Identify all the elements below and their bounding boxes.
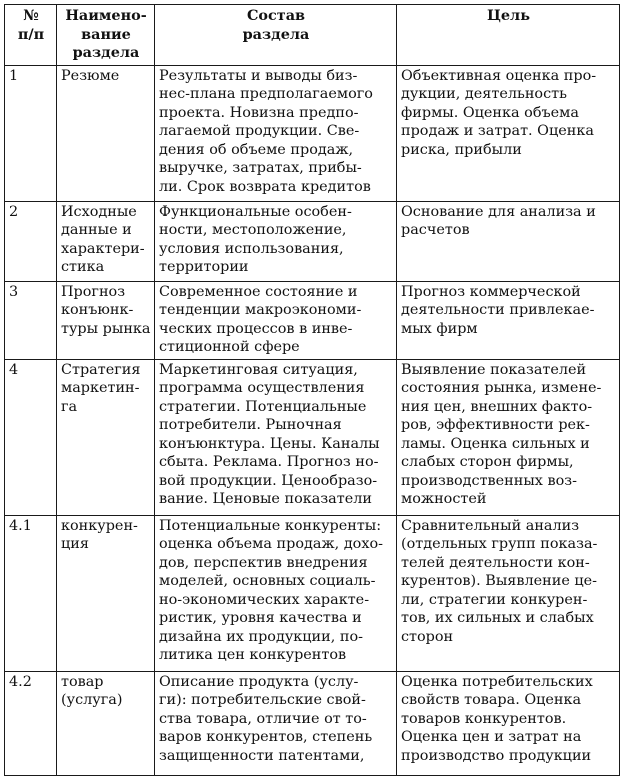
row-section-content: Результаты и выводы биз- нес-плана предполагаемого проекта. Новизна предпо- лагаемой продукции. Све- дения об объеме продаж, выручке, затратах, прибы- ли. Срок возврата кредитов xyxy=(155,65,397,201)
business-plan-table xyxy=(4,4,620,776)
header-number: № п/п xyxy=(5,5,57,66)
row-goal: Оценка потребительских свойств товара. Оценка товаров конкурентов. Оценка цен и затрат на производство продукции xyxy=(397,671,620,775)
row-goal: Основание для анализа и расчетов xyxy=(397,201,620,281)
row-goal: Прогноз коммерческой деятельности привлекае- мых фирм xyxy=(397,281,620,359)
table-row xyxy=(5,515,620,671)
row-goal: Объективная оценка про- дукции, деятельность фирмы. Оценка объема продаж и затрат. Оценка риска, прибыли xyxy=(397,65,620,201)
row-number: 4.2 xyxy=(5,671,57,775)
row-section-name: Исходные данные и характери- стика xyxy=(57,201,155,281)
row-number: 1 xyxy=(5,65,57,201)
table-row xyxy=(5,281,620,359)
header-section-content: Состав раздела xyxy=(155,5,397,66)
row-number: 4 xyxy=(5,359,57,515)
row-section-content: Функциональные особен- ности, местоположение, условия использования, территории xyxy=(155,201,397,281)
table-row xyxy=(5,359,620,515)
header-section-name: Наимено- вание раздела xyxy=(57,5,155,66)
row-section-content: Современное состояние и тенденции макроэкономи- ческих процессов в инве- стиционной сфере xyxy=(155,281,397,359)
row-number: 2 xyxy=(5,201,57,281)
row-goal: Выявление показателей состояния рынка, измене- ния цен, внешних факто- ров, эффективности рек- ламы. Оценка сильных и слабых сторон фирмы, производственных воз- можностей xyxy=(397,359,620,515)
row-section-name: Прогноз конъюнк- туры рынка xyxy=(57,281,155,359)
row-goal: Сравнительный анализ (отдельных групп показа- телей деятельности кон- курентов). Выявление це- ли, стратегии конкурен- тов, их сильных и слабых сторон xyxy=(397,515,620,671)
row-section-content: Описание продукта (услу- ги): потребительские свой- ства товара, отличие от то- варов конкурентов, степень защищенности патентами, xyxy=(155,671,397,775)
row-section-content: Потенциальные конкуренты: оценка объема продаж, дохо- дов, перспектив внедрения моделей, основных социаль- но-экономических характе- ристик, уровня качества и дизайна их продукции, по- литика цен конкурентов xyxy=(155,515,397,671)
table-row xyxy=(5,671,620,775)
row-number: 3 xyxy=(5,281,57,359)
table-header-row xyxy=(5,5,620,66)
row-section-content: Маркетинговая ситуация, программа осуществления стратегии. Потенциальные потребители. Рыночная конъюнктура. Цены. Каналы сбыта. Реклама. Прогноз но- вой продукции. Ценообразо- вание. Ценовые показатели xyxy=(155,359,397,515)
row-number: 4.1 xyxy=(5,515,57,671)
row-section-name: Стратегия маркетин- га xyxy=(57,359,155,515)
table-row xyxy=(5,65,620,201)
header-goal: Цель xyxy=(397,5,620,66)
row-section-name: Резюме xyxy=(57,65,155,201)
row-section-name: товар (услуга) xyxy=(57,671,155,775)
row-section-name: конкурен- ция xyxy=(57,515,155,671)
table-row xyxy=(5,201,620,281)
